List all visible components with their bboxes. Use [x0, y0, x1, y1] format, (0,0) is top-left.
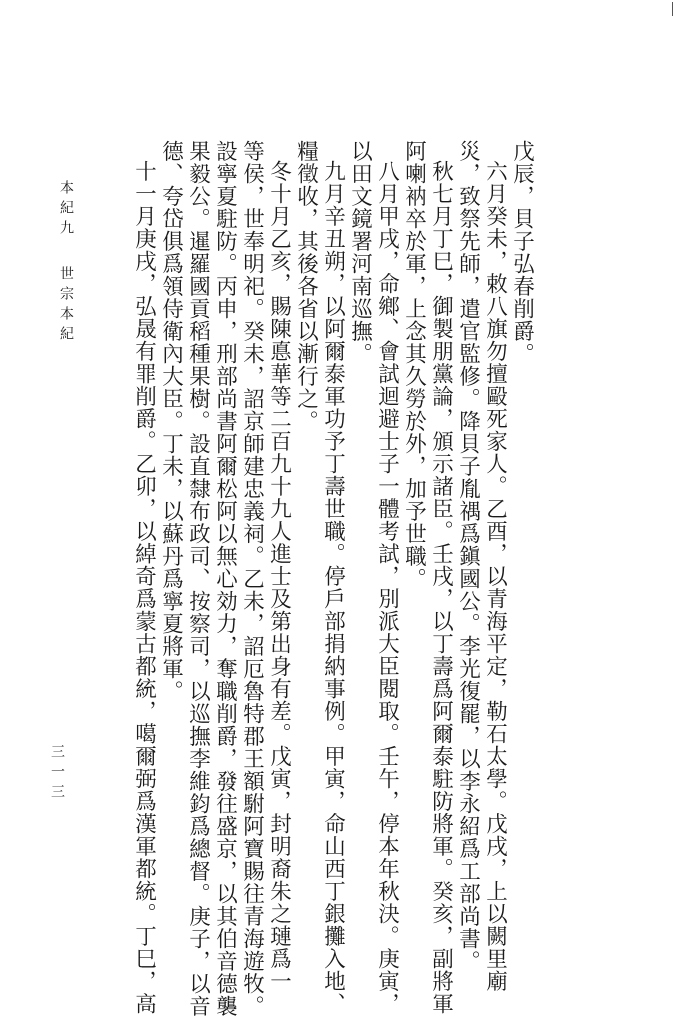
text-column-6: 八月甲戌，命鄉、會試迴避士子一體考試，別派大臣閱取。壬午，停本年秋決。庚寅， [374, 160, 400, 1015]
text-column-4: 秋七月丁巳，御製朋黨論，頒示諸臣。壬戌，以丁壽爲阿爾泰駐防將軍。癸亥，副將軍 [428, 160, 454, 1015]
text-column-5: 阿喇衲卒於軍，上念其久勞於外，加予世職。 [401, 140, 427, 590]
text-column-2: 六月癸未，敕八旗勿擅毆死家人。乙酉，以青海平定，勒石太學。戊戌，上以闕里廟 [482, 160, 508, 993]
text-column-10: 冬十月乙亥，賜陳悳華等二百九十九人進士及第出身有差。戊寅，封明裔朱之璉爲一 [266, 160, 292, 993]
text-column-11: 等侯，世奉明祀。癸未，詔京師建忠義祠。乙未，詔厄魯特郡王額駙阿寶賜往青海遊牧。 [239, 140, 265, 1018]
text-column-14: 德、夸岱俱爲領侍衛內大臣。丁未，以蘇丹爲寧夏將軍。 [158, 140, 184, 703]
text-column-3: 災，致祭先師，遣官監修。降貝子胤禑爲鎭國公。李光復罷，以李永紹爲工部尚書。 [455, 140, 481, 973]
text-column-12: 設寧夏駐防。丙申，刑部尚書阿爾松阿以無心効力，奪職削爵，發往盛京，以其伯音德襲 [212, 140, 238, 1018]
text-column-9: 糧徵收，其後各省以漸行之。 [293, 140, 319, 433]
text-column-13: 果毅公。暹羅國貢稻種果樹。設直隸布政司、按察司，以巡撫李維鈞爲總督。庚子，以音 [185, 140, 211, 1018]
text-column-15: 十一月庚戌，弘晟有罪削爵。乙卯，以綽奇爲蒙古都統，噶爾弼爲漢軍都統。丁巳，高 [131, 160, 157, 1015]
chapter-label: 本紀九 [58, 180, 74, 240]
text-column-8: 九月辛丑朔，以阿爾泰軍功予丁壽世職。停戶部捐納事例。甲寅，命山西丁銀攤入地、 [320, 160, 346, 1015]
section-label: 世宗本紀 [58, 266, 74, 346]
text-column-7: 以田文鏡署河南巡撫。 [347, 140, 373, 365]
corner-mark [664, 2, 673, 16]
text-column-1: 戊辰，貝子弘春削爵。 [509, 140, 535, 365]
running-header [56, 180, 76, 346]
page-number: 三一三 [49, 744, 65, 804]
